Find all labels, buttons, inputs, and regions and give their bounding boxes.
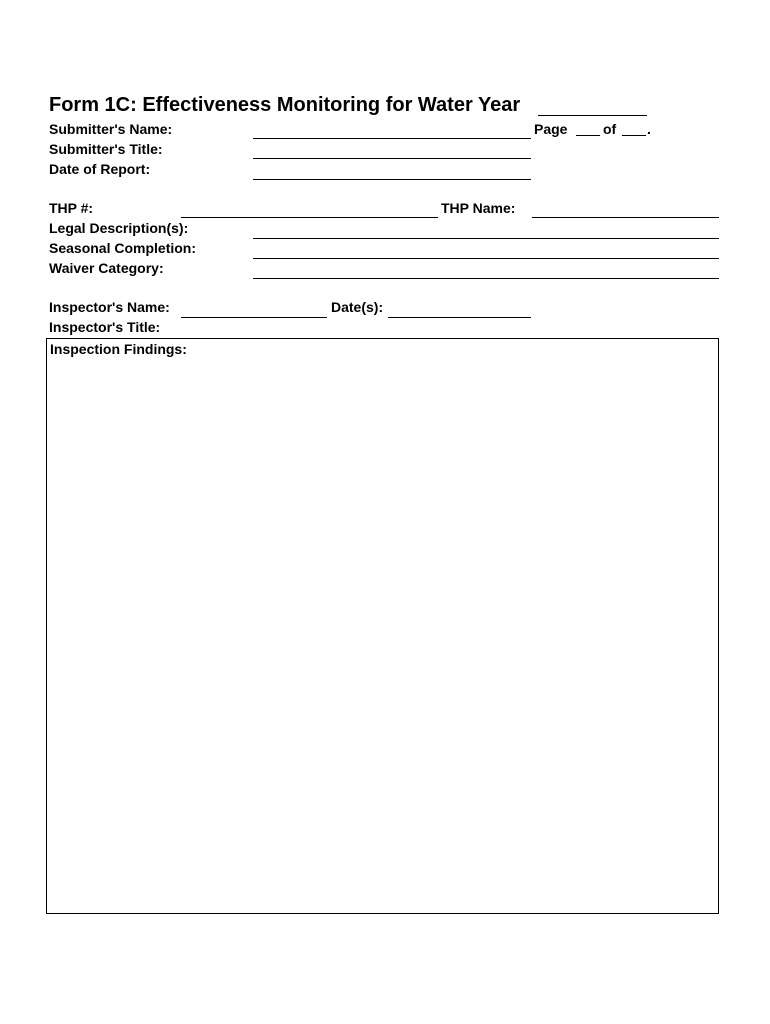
of-label: of: [603, 121, 617, 137]
submitter-title-field[interactable]: [253, 158, 531, 159]
form-title: Form 1C: Effectiveness Monitoring for Water Year: [49, 94, 521, 116]
legal-description-label: Legal Description(s):: [49, 220, 189, 236]
waiver-category-field[interactable]: [253, 278, 719, 279]
inspector-name-label: Inspector's Name:: [49, 299, 170, 315]
seasonal-completion-field[interactable]: [253, 258, 719, 259]
page-period: .: [647, 121, 651, 137]
waiver-category-label: Waiver Category:: [49, 260, 164, 276]
dates-field[interactable]: [388, 317, 531, 318]
thp-name-label: THP Name:: [441, 200, 516, 216]
thp-number-field[interactable]: [181, 217, 438, 218]
water-year-field[interactable]: [538, 115, 647, 116]
inspector-title-label: Inspector's Title:: [49, 319, 161, 335]
inspection-findings-box[interactable]: [46, 338, 719, 914]
submitter-name-label: Submitter's Name:: [49, 121, 173, 137]
date-of-report-field[interactable]: [253, 179, 531, 180]
page-total-field[interactable]: [622, 135, 646, 136]
date-of-report-label: Date of Report:: [49, 161, 151, 177]
legal-description-field[interactable]: [253, 238, 719, 239]
inspection-findings-label: Inspection Findings:: [50, 341, 187, 357]
submitter-title-label: Submitter's Title:: [49, 141, 163, 157]
dates-label: Date(s):: [331, 299, 384, 315]
inspector-name-field[interactable]: [181, 317, 327, 318]
page-number-field[interactable]: [576, 135, 600, 136]
thp-number-label: THP #:: [49, 200, 94, 216]
seasonal-completion-label: Seasonal Completion:: [49, 240, 197, 256]
submitter-name-field[interactable]: [253, 138, 531, 139]
thp-name-field[interactable]: [532, 217, 719, 218]
page-label: Page: [534, 121, 568, 137]
